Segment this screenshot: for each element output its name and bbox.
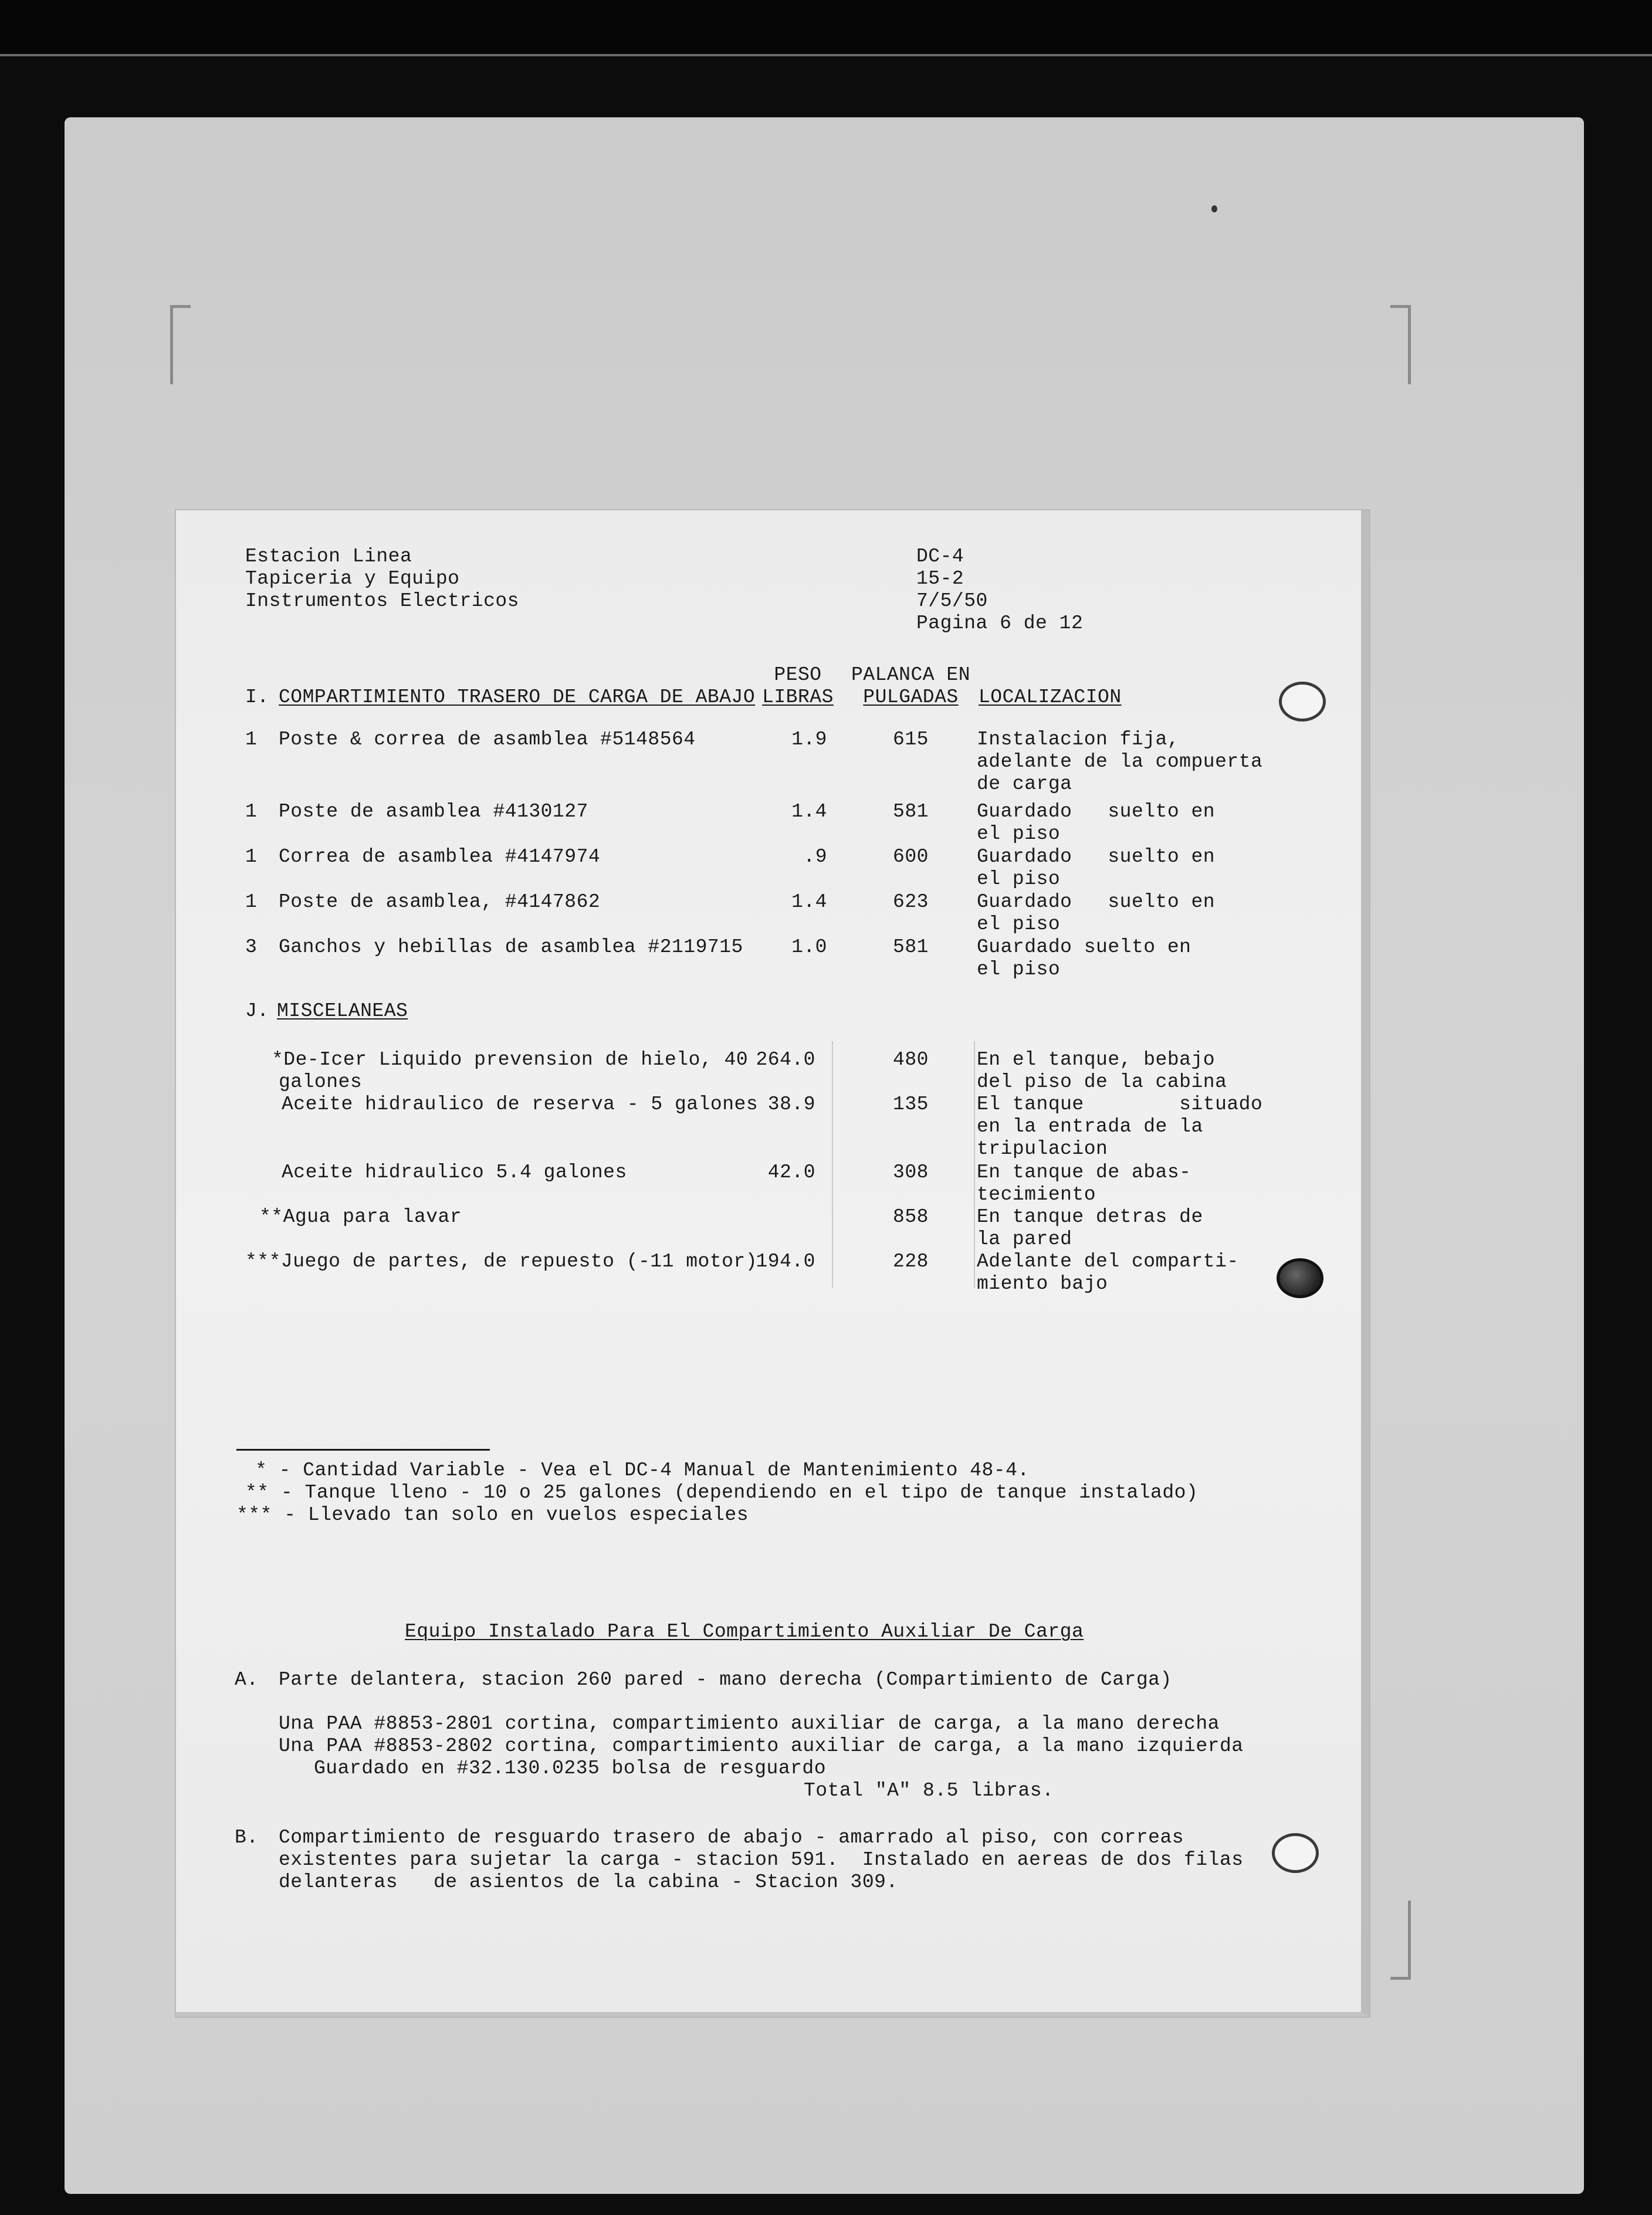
aux-b-label: B.: [235, 1827, 259, 1848]
item-loc: la pared: [977, 1228, 1072, 1250]
item-qty: 3: [245, 936, 258, 958]
document-date: 7/5/50: [916, 590, 988, 612]
footnote: ** - Tanque lleno - 10 o 25 galones (dependiendo en el tipo de tanque instalado): [245, 1482, 1199, 1503]
punch-hole-top: [1279, 682, 1326, 722]
item-loc: el piso: [977, 959, 1061, 980]
column-divider: [974, 1041, 975, 1288]
item-desc: Poste & correa de asamblea #5148564: [279, 729, 696, 750]
item-desc: *De-Icer Liquido prevension de hielo, 40: [272, 1049, 749, 1071]
item-desc: ***Juego de partes, de repuesto (-11 motor): [245, 1251, 758, 1272]
item-desc: Aceite hidraulico de reserva - 5 galones: [282, 1093, 759, 1115]
column-localizacion: LOCALIZACION: [979, 686, 1122, 708]
item-desc: galones: [279, 1071, 363, 1093]
item-peso: 38.9: [767, 1093, 815, 1115]
item-loc: En tanque de abas-: [977, 1161, 1191, 1183]
item-loc: En tanque detras de: [977, 1206, 1203, 1228]
page-number: Pagina 6 de 12: [916, 612, 1084, 634]
item-palanca: 581: [893, 801, 929, 822]
item-palanca: 480: [893, 1049, 929, 1071]
item-desc: Aceite hidraulico 5.4 galones: [282, 1161, 627, 1183]
header-line: Tapiceria y Equipo: [245, 568, 460, 590]
section-j-title: MISCELANEAS: [277, 1000, 408, 1022]
item-loc: Instalacion fija,: [977, 729, 1180, 750]
item-peso: 264.0: [756, 1049, 815, 1071]
item-desc: Correa de asamblea #4147974: [279, 846, 601, 868]
dust-speck: [1211, 205, 1217, 212]
item-palanca: 623: [893, 891, 929, 913]
scan-top-edge: [0, 54, 1652, 56]
item-palanca: 308: [893, 1161, 929, 1183]
aircraft-model: DC-4: [916, 546, 964, 567]
item-loc: el piso: [977, 868, 1061, 890]
item-loc: Guardado suelto en: [977, 936, 1191, 958]
item-desc: Poste de asamblea, #4147862: [279, 891, 601, 913]
section-j-label: J.: [245, 1000, 269, 1022]
column-palanca-line1: PALANCA EN: [851, 664, 971, 686]
item-peso: 1.4: [791, 891, 827, 913]
item-loc: en la entrada de la: [977, 1116, 1203, 1137]
item-qty: 1: [245, 891, 258, 913]
item-loc: Guardado suelto en: [977, 846, 1216, 868]
item-loc: del piso de la cabina: [977, 1071, 1227, 1093]
aux-b-line: delanteras de asientos de la cabina - Stacion 309.: [279, 1871, 898, 1893]
item-loc: el piso: [977, 913, 1061, 935]
aux-b-line: existentes para sujetar la carga - stacion 591. Instalado en aereas de dos filas: [279, 1849, 1244, 1871]
item-loc: miento bajo: [977, 1273, 1108, 1295]
column-palanca-line2: PULGADAS: [863, 686, 959, 708]
item-qty: 1: [245, 801, 258, 822]
item-loc: el piso: [977, 823, 1061, 845]
item-loc: tecimiento: [977, 1184, 1096, 1205]
crop-mark-top-left: [170, 305, 191, 384]
footnote: * - Cantidad Variable - Vea el DC-4 Manual de Mantenimiento 48-4.: [255, 1459, 1030, 1481]
item-palanca: 615: [893, 729, 929, 750]
punch-hole-bottom: [1272, 1833, 1319, 1873]
item-loc: de carga: [977, 773, 1072, 795]
item-peso: 1.0: [791, 936, 827, 958]
section-number: 15-2: [916, 568, 964, 590]
item-peso: .9: [803, 846, 827, 868]
aux-a-line: Guardado en #32.130.0235 bolsa de resguardo: [314, 1757, 827, 1779]
item-peso: 42.0: [767, 1161, 815, 1183]
crop-mark-bottom-right: [1390, 1901, 1411, 1980]
aux-a-label: A.: [235, 1669, 259, 1691]
item-desc: Ganchos y hebillas de asamblea #2119715: [279, 936, 743, 958]
section-i-label: I.: [245, 686, 269, 708]
footnote: *** - Llevado tan solo en vuelos especiales: [236, 1504, 749, 1526]
item-loc: Adelante del comparti-: [977, 1251, 1239, 1272]
aux-b-line: Compartimiento de resguardo trasero de abajo - amarrado al piso, con correas: [279, 1827, 1184, 1848]
column-divider: [832, 1041, 833, 1288]
item-palanca: 858: [893, 1206, 929, 1228]
item-palanca: 581: [893, 936, 929, 958]
item-loc: tripulacion: [977, 1138, 1108, 1160]
item-loc: El tanque situado: [977, 1093, 1263, 1115]
column-peso-line1: PESO: [774, 664, 822, 686]
document-sheet: [176, 510, 1369, 2017]
item-desc: Poste de asamblea #4130127: [279, 801, 588, 822]
item-loc: adelante de la compuerta: [977, 751, 1263, 773]
item-palanca: 600: [893, 846, 929, 868]
item-peso: 1.9: [791, 729, 827, 750]
item-palanca: 228: [893, 1251, 929, 1272]
item-palanca: 135: [893, 1093, 929, 1115]
item-loc: Guardado suelto en: [977, 891, 1216, 913]
header-line: Instrumentos Electricos: [245, 590, 519, 612]
aux-a-line: Una PAA #8853-2802 cortina, compartimiento auxiliar de carga, a la mano izquierda: [279, 1735, 1244, 1757]
section-i-title: COMPARTIMIENTO TRASERO DE CARGA DE ABAJO: [279, 686, 756, 708]
scan-top-band: [0, 0, 1652, 56]
item-desc: **Agua para lavar: [259, 1206, 462, 1228]
aux-title: Equipo Instalado Para El Compartimiento Auxiliar De Carga: [405, 1621, 1084, 1642]
item-qty: 1: [245, 846, 258, 868]
aux-a-text: Parte delantera, stacion 260 pared - mano derecha (Compartimiento de Carga): [279, 1669, 1172, 1691]
crop-mark-top-right: [1390, 305, 1411, 384]
punch-hole-middle: [1277, 1258, 1323, 1298]
column-peso-line2: LIBRAS: [762, 686, 834, 708]
aux-total: Total "A" 8.5 libras.: [804, 1780, 1054, 1801]
item-qty: 1: [245, 729, 258, 750]
header-line: Estacion Linea: [245, 546, 412, 567]
item-loc: En el tanque, bebajo: [977, 1049, 1216, 1071]
aux-a-line: Una PAA #8853-2801 cortina, compartimiento auxiliar de carga, a la mano derecha: [279, 1713, 1220, 1735]
item-peso: 194.0: [756, 1251, 815, 1272]
footnote-rule: [236, 1449, 490, 1451]
item-peso: 1.4: [791, 801, 827, 822]
item-loc: Guardado suelto en: [977, 801, 1216, 822]
